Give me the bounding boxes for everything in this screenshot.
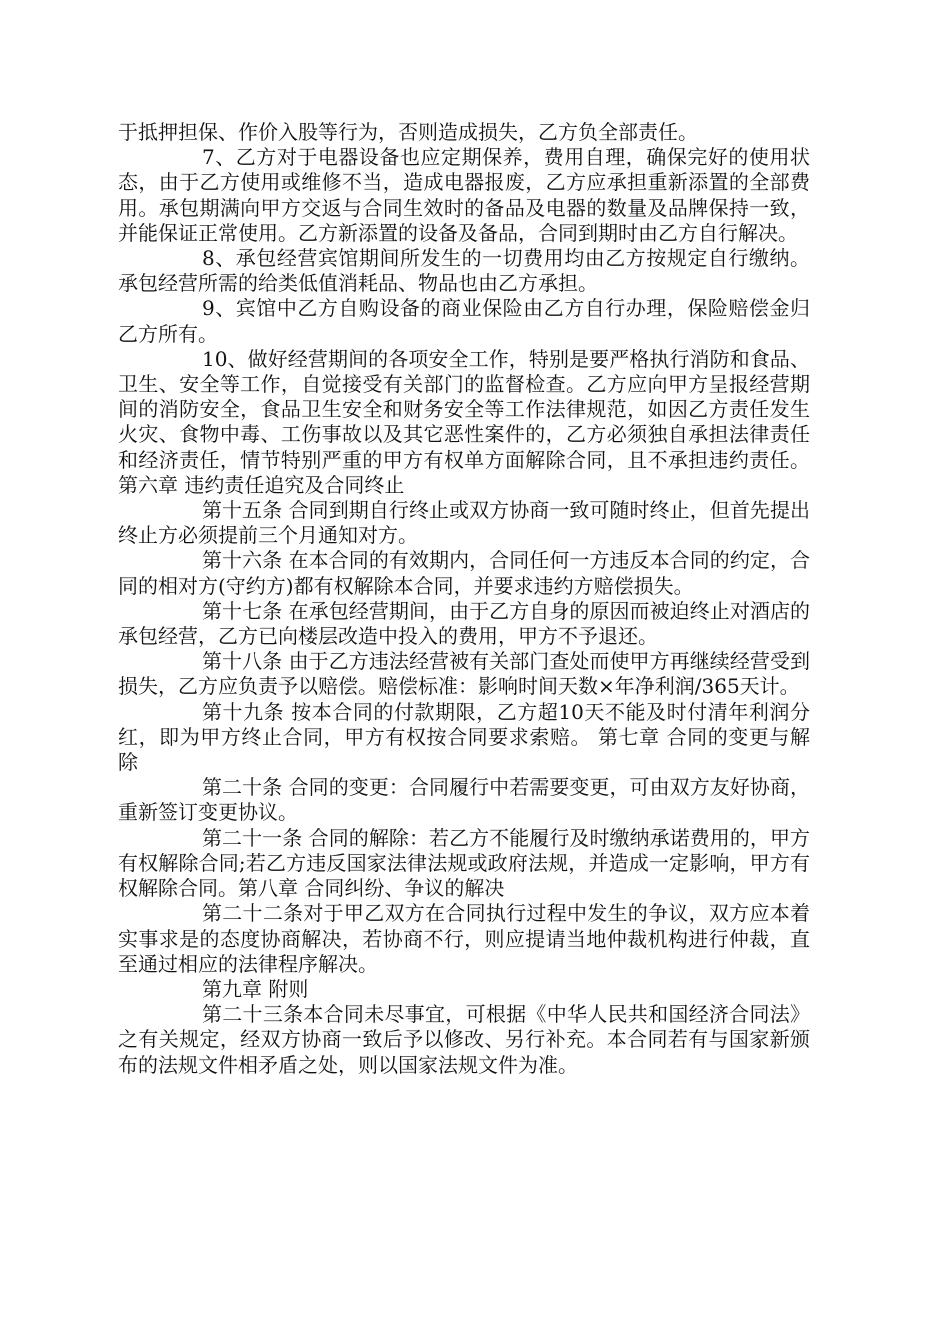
clause-10-safety: 10、做好经营期间的各项安全工作，特别是要严格执行消防和食品、卫生、安全等工作，自觉接受有关部门的监督检查。乙方应向甲方呈报经营期间的消防安全，食品卫生安全和财务安全等工作法律规范，如因乙方责任发生火灾、食物中毒、工伤事故以及其它恶性案件的，乙方必须独自承担法律责任和经济责任，情节特别严重的甲方有权单方面解除合同，且不承担违约责任。第六章 违约责任追究及合同终止 bbox=[118, 346, 810, 497]
article-20-amendment: 第二十条 合同的变更：合同履行中若需要变更，可由双方友好协商，重新签订变更协议。 bbox=[118, 775, 810, 825]
article-23-supplementary: 第二十三条本合同未尽事宜，可根据《中华人民共和国经济合同法》之有关规定，经双方协商一致后予以修改、另行补充。本合同若有与国家新颁布的法规文件相矛盾之处，则以国家法规文件为准。 bbox=[118, 1002, 810, 1077]
clause-9-insurance: 9、宾馆中乙方自购设备的商业保险由乙方自行办理，保险赔偿金归乙方所有。 bbox=[118, 296, 810, 346]
article-19-payment-default: 第十九条 按本合同的付款期限，乙方超10天不能及时付清年利润分红，即为甲方终止合同，甲方有权按合同要求索赔。 第七章 合同的变更与解除 bbox=[118, 699, 810, 775]
article-21-rescission: 第二十一条 合同的解除：若乙方不能履行及时缴纳承诺费用的，甲方有权解除合同;若乙方违反国家法律法规或政府法规，并造成一定影响，甲方有权解除合同。第八章 合同纠纷、争议的解决 bbox=[118, 825, 810, 901]
clause-8-operating-costs: 8、承包经营宾馆期间所发生的一切费用均由乙方按规定自行缴纳。承包经营所需的给类低值消耗品、物品也由乙方承担。 bbox=[118, 246, 810, 296]
paragraph-continuation: 于抵押担保、作价入股等行为，否则造成损失，乙方负全部责任。 bbox=[118, 120, 698, 144]
article-16-breach: 第十六条 在本合同的有效期内，合同任何一方违反本合同的约定，合同的相对方(守约方)都有权解除本合同，并要求违约方赔偿损失。 bbox=[118, 548, 810, 598]
article-18-compensation: 第十八条 由于乙方违法经营被有关部门查处而使甲方再继续经营受到损失，乙方应负责予以赔偿。赔偿标准：影响时间天数×年净利润/365天计。 bbox=[118, 649, 810, 699]
chapter-9-heading: 第九章 附则 bbox=[202, 976, 309, 1001]
document-body bbox=[118, 120, 810, 1078]
clause-7-equipment-maintenance: 7、乙方对于电器设备也应定期保养，费用自理，确保完好的使用状态，由于乙方使用或维修不当，造成电器报废，乙方应承担重新添置的全部费用。承包期满向甲方交返与合同生效时的备品及电器的数量及品牌保持一致，并能保证正常使用。乙方新添置的设备及备品，合同到期时由乙方自行解决。 bbox=[118, 145, 810, 245]
article-17-early-termination: 第十七条 在承包经营期间，由于乙方自身的原因而被迫终止对酒店的承包经营，乙方已向楼层改造中投入的费用，甲方不予退还。 bbox=[118, 598, 810, 649]
article-15-termination: 第十五条 合同到期自行终止或双方协商一致可随时终止，但首先提出终止方必须提前三个月通知对方。 bbox=[118, 498, 810, 548]
article-22-disputes: 第二十二条对于甲乙双方在合同执行过程中发生的争议，双方应本着实事求是的态度协商解决，若协商不行，则应提请当地仲裁机构进行仲裁，直至通过相应的法律程序解决。 bbox=[118, 901, 810, 976]
